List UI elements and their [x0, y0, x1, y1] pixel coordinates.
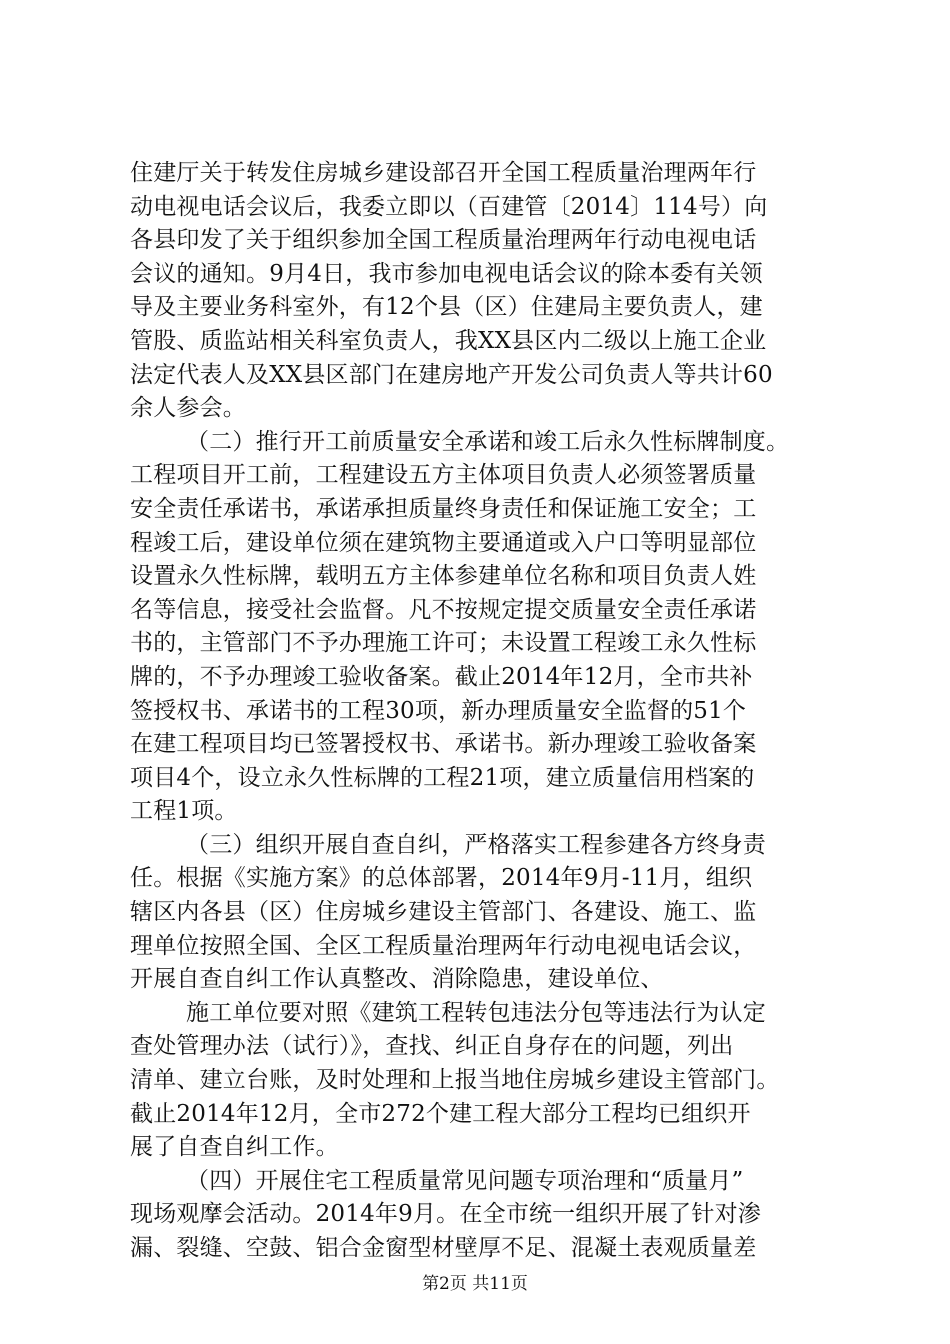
text-line: 设置永久性标牌，载明五方主体参建单位名称和项目负责人姓 — [130, 563, 757, 590]
text-line: 牌的，不予办理竣工验收备案。截止2014年12月，全市共补 — [130, 663, 753, 690]
text-line: 施工单位要对照《建筑工程转包违法分包等违法行为认定 — [186, 999, 766, 1026]
text-line: 管股、质监站相关科室负责人，我XX县区内二级以上施工企业 — [130, 327, 767, 354]
text-line: 在建工程项目均已签署授权书、承诺书。新办理竣工验收备案 — [130, 731, 757, 758]
text-line: 各县印发了关于组织参加全国工程质量治理两年行动电视电话 — [130, 227, 757, 254]
text-line: 导及主要业务科室外，有12个县（区）住建局主要负责人，建 — [130, 294, 763, 321]
text-line: 现场观摩会活动。2014年9月。在全市统一组织开展了针对渗 — [130, 1201, 761, 1228]
text-line: 截止2014年12月，全市272个建工程大部分工程均已组织开 — [130, 1100, 751, 1127]
text-line: 安全责任承诺书，承诺承担质量终身责任和保证施工安全；工 — [130, 495, 757, 522]
text-line: 工程1项。 — [130, 798, 238, 825]
text-line: 辖区内各县（区）住房城乡建设主管部门、各建设、施工、监 — [130, 899, 757, 926]
text-line: 动电视电话会议后，我委立即以（百建管〔2014〕114号）向 — [130, 193, 768, 220]
text-line: 理单位按照全国、全区工程质量治理两年行动电视电话会议， — [130, 932, 757, 959]
text-line: （四）开展住宅工程质量常见问题专项治理和“质量月” — [186, 1167, 744, 1194]
document-body — [130, 157, 830, 1266]
text-line: 签授权书、承诺书的工程30项，新办理质量安全监督的51个 — [130, 697, 747, 724]
text-line: 名等信息，接受社会监督。凡不按规定提交质量安全责任承诺 — [130, 596, 757, 623]
text-line: （二）推行开工前质量安全承诺和竣工后永久性标牌制度。 — [186, 428, 790, 455]
page-footer: 第2页 共11页 — [422, 1274, 528, 1294]
text-line: 会议的通知。9月4日，我市参加电视电话会议的除本委有关领 — [130, 260, 763, 287]
text-line: 清单、建立台账，及时处理和上报当地住房城乡建设主管部门。 — [130, 1067, 780, 1094]
text-line: 查处管理办法（试行）》，查找、纠正自身存在的问题，列出 — [130, 1033, 734, 1060]
text-line: 住建厅关于转发住房城乡建设部召开全国工程质量治理两年行 — [130, 160, 757, 186]
text-line: 漏、裂缝、空鼓、铝合金窗型材壁厚不足、混凝土表观质量差 — [130, 1235, 757, 1261]
text-line: 项目4个，设立永久性标牌的工程21项，建立质量信用档案的 — [130, 764, 755, 791]
text-line: 法定代表人及XX县区部门在建房地产开发公司负责人等共计60 — [130, 361, 773, 388]
text-line: 展了自查自纠工作。 — [130, 1134, 339, 1161]
text-line: 程竣工后，建设单位须在建筑物主要通道或入户口等明显部位 — [130, 529, 757, 556]
text-line: 余人参会。 — [130, 395, 246, 422]
text-line: （三）组织开展自查自纠，严格落实工程参建各方终身责 — [186, 831, 766, 858]
text-line: 书的，主管部门不予办理施工许可；未设置工程竣工永久性标 — [130, 630, 757, 657]
text-line: 任。根据《实施方案》的总体部署，2014年9月-11月，组织 — [130, 865, 753, 892]
text-line: 工程项目开工前，工程建设五方主体项目负责人必须签署质量 — [130, 462, 757, 489]
text-line: 开展自查自纠工作认真整改、消除隐患，建设单位、 — [130, 966, 664, 993]
